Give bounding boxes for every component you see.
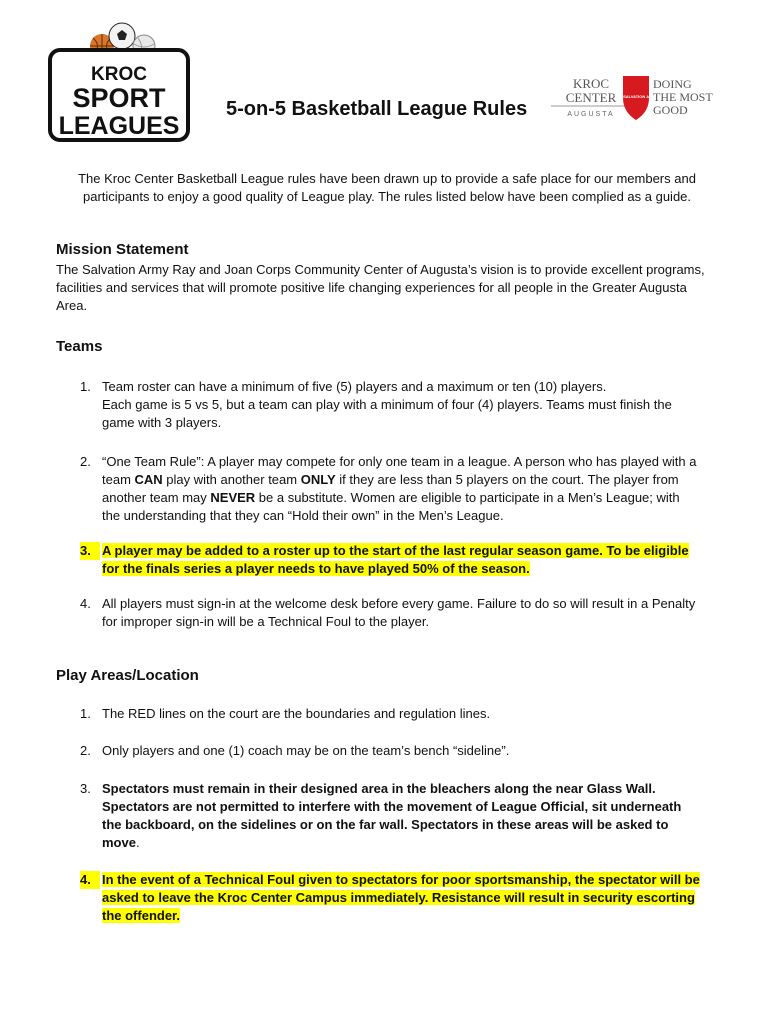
rule-text-bold: Spectators must remain in their designed area in the bleachers along the near Glass Wall. Spectators are not permitted to interfere with the movement of League Official, sit underneath the backboard, on the sidelines or on the far wall. Spectators in these areas will be asked to move: [102, 781, 682, 850]
rule-emphasis: NEVER: [210, 490, 256, 505]
logo-line-sport: SPORT: [72, 83, 166, 113]
tagline-good: GOOD: [653, 103, 688, 117]
play-areas-rule-3: [80, 780, 700, 852]
document-title: 5-on-5 Basketball League Rules: [226, 98, 528, 120]
kroc-center-salvation-army-logo: [541, 72, 721, 124]
play-areas-heading: Play Areas/Location: [56, 667, 199, 684]
play-areas-rule-2: [80, 742, 700, 760]
rule-number: 2.: [80, 454, 91, 469]
rule-text: Each game is 5 vs 5, but a team can play with a minimum of four (4) players. Teams must finish the game with 3 players.: [102, 397, 672, 430]
intro-paragraph: The Kroc Center Basketball League rules have been drawn up to provide a safe place for our members and participants to enjoy a good quality of League play. The rules listed below have been complied as a guide.: [78, 171, 696, 204]
rule-text-highlighted: A player may be added to a roster up to the start of the last regular season game. To be eligible for the finals series a player needs to have played 50% of the season.: [102, 543, 689, 576]
logo-line-leagues: LEAGUES: [58, 112, 180, 140]
tagline-doing: DOING: [653, 77, 692, 91]
rule-text-highlighted: In the event of a Technical Foul given to spectators for poor sportsmanship, the spectator will be asked to leave the Kroc Center Campus immediately. Resistance will result in security escorting the offender.: [102, 872, 700, 923]
teams-heading: Teams: [56, 338, 103, 355]
rule-text-tail: .: [135, 835, 140, 850]
rule-number: 3.: [80, 781, 91, 796]
logo-line-kroc: KROC: [91, 64, 147, 85]
rule-text-part: be a substitute. Women are eligible to participate in a Men’s League; with the understanding that they can “Hold their own” in the Men’s League.: [102, 490, 680, 523]
rule-text: [102, 453, 700, 525]
rule-text: Only players and one (1) coach may be on the team’s bench “sideline”.: [102, 743, 510, 758]
rule-emphasis: ONLY: [300, 472, 336, 487]
rule-text: The RED lines on the court are the boundaries and regulation lines.: [102, 706, 491, 721]
rule-number: 4.: [80, 871, 100, 889]
rule-text-part: if they are less than 5 players on the court. The player from another team may: [102, 472, 679, 505]
augusta-text: AUGUSTA: [567, 111, 615, 118]
salvation-army-shield-icon: [614, 76, 658, 120]
rule-text-part: play with another team: [162, 472, 301, 487]
tagline-the-most: THE MOST: [653, 90, 713, 104]
teams-rule-1: [80, 378, 700, 432]
center-text: CENTER: [565, 90, 617, 105]
kroc-sport-leagues-logo: [46, 20, 196, 144]
teams-rule-2: [80, 453, 700, 525]
rule-number: 2.: [80, 743, 91, 758]
rule-emphasis: CAN: [134, 472, 163, 487]
play-areas-rule-4: [80, 871, 700, 925]
shield-text: THE SALVATION ARMY: [613, 94, 659, 99]
rule-text: Team roster can have a minimum of five (5) players and a maximum or ten (10) players.: [102, 379, 607, 394]
rule-number: 1.: [80, 379, 91, 394]
teams-rule-3: [80, 542, 700, 578]
rule-text: All players must sign-in at the welcome desk before every game. Failure to do so will result in a Penalty for improper sign-in will be a Technical Foul to the player.: [102, 596, 696, 629]
rule-number: 1.: [80, 706, 91, 721]
play-areas-rule-1: [80, 705, 700, 723]
rule-number: 4.: [80, 596, 91, 611]
rule-text-part: “One Team Rule”: A player may compete for only one team in a league. A person who has played with a team: [102, 454, 697, 487]
teams-rule-4: [80, 595, 700, 631]
kroc-text: KROC: [572, 76, 610, 91]
mission-text: The Salvation Army Ray and Joan Corps Community Center of Augusta’s vision is to provide excellent programs, facilities and services that will promote positive life changing experiences for all people in the Greater Augusta Area.: [56, 262, 705, 313]
rule-number: 3.: [80, 542, 100, 560]
mission-heading: Mission Statement: [56, 241, 189, 258]
